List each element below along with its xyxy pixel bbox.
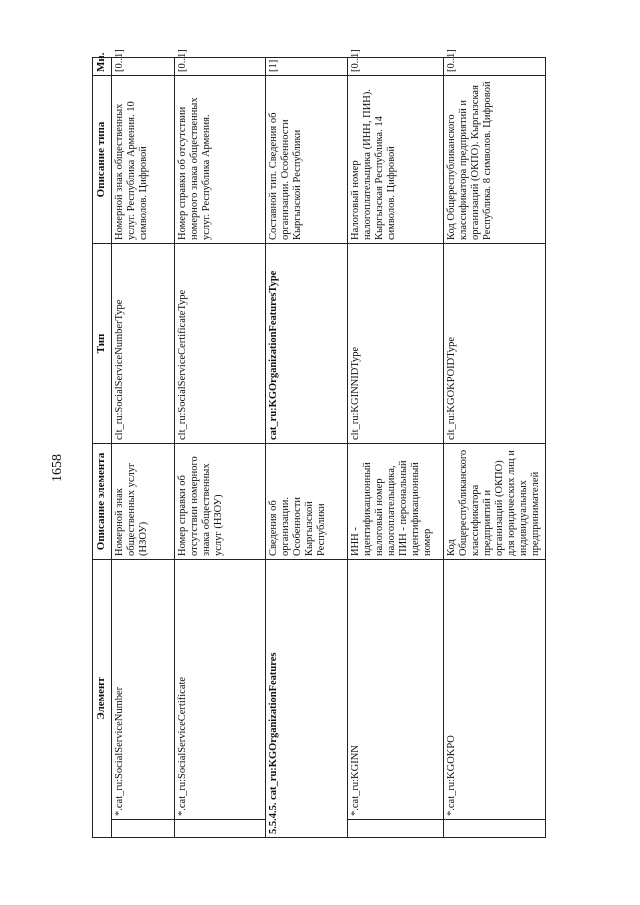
row-mult: [0..1] [348,58,444,76]
row-type: cat_ru:KGOrganizationFeaturesType [266,244,348,444]
row-element-name: cat_ru:KGOKPO [446,735,457,809]
row-type-desc: Налоговый номер налогоплательщика (ИНН, ПИН). Кыргызская Республика. 14 символов. Цифровой [348,76,444,244]
row-type-desc: Номер справки об отсутствии номерного знака общественных услуг. Республика Армения. [175,76,266,244]
structure-table [92,49,546,838]
row-type-desc: Составной тип. Сведения об организации. Особенности Кыргызской Республики [266,76,348,244]
row-indent [348,820,444,838]
rotated-table-container [92,49,541,838]
table-row [112,58,175,838]
table-row [348,58,444,838]
row-element [266,560,348,838]
row-element-name: cat_ru:KGOrganizationFeatures [268,652,279,800]
header-type-desc: Описание типа [93,76,112,244]
row-element [348,560,444,820]
row-type: clt_ru:SocialServiceCertificateType [175,244,266,444]
row-type: clt_ru:KGINNIDType [348,244,444,444]
table-row [444,58,546,838]
row-element-name: cat_ru:SocialServiceCertificate [177,676,188,809]
row-num: *. [177,808,188,816]
row-type: clt_ru:SocialServiceNumberType [112,244,175,444]
row-num: *. [350,808,361,816]
row-indent [112,820,175,838]
row-type: clt_ru:KGOKPOIDType [444,244,546,444]
row-element [444,560,546,820]
row-mult: [1] [266,58,348,76]
row-element [112,560,175,820]
header-element-desc: Описание элемента [93,444,112,560]
table-row-group [266,58,348,838]
row-element-desc: Код Общереспубликанского классификатора предприятий и организаций (ОКПО) для юридических лиц и индивидуальных предпринимателей [444,444,546,560]
row-mult: [0..1] [444,58,546,76]
row-element-name: cat_ru:KGINN [350,745,361,809]
row-num: *. [114,808,125,816]
row-num: 5.5.4.5. [268,802,279,834]
row-mult: [0..1] [112,58,175,76]
row-indent [444,820,546,838]
header-element: Элемент [93,560,112,838]
table-header-row [93,58,112,838]
header-mult: Мн. [93,58,112,76]
row-type-desc: Код Общереспубликанского классификатора предприятий и организаций (ОКПО). Кыргызская Республика. 8 символов. Цифровой [444,76,546,244]
header-type: Тип [93,244,112,444]
row-element-desc: ИНН - идентификационный налоговый номер налогоплательщика, ПИН - персональный идентификационный номер [348,444,444,560]
row-element-desc: Номерной знак общественных услуг (НЗОУ) [112,444,175,560]
row-num: *. [446,808,457,816]
row-element-desc: Сведения об организации. Особенности Кыргызской Республики [266,444,348,560]
row-indent [175,820,266,838]
row-type-desc: Номерной знак общественных услуг. Республика Армения. 10 символов. Цифровой [112,76,175,244]
row-element-desc: Номер справки об отсутствии номерного знака общественных услуг (НЗОУ) [175,444,266,560]
table-row [175,58,266,838]
row-element [175,560,266,820]
row-mult: [0..1] [175,58,266,76]
page-number: 1658 [50,454,65,482]
row-element-name: cat_ru:SocialServiceNumber [114,686,125,809]
